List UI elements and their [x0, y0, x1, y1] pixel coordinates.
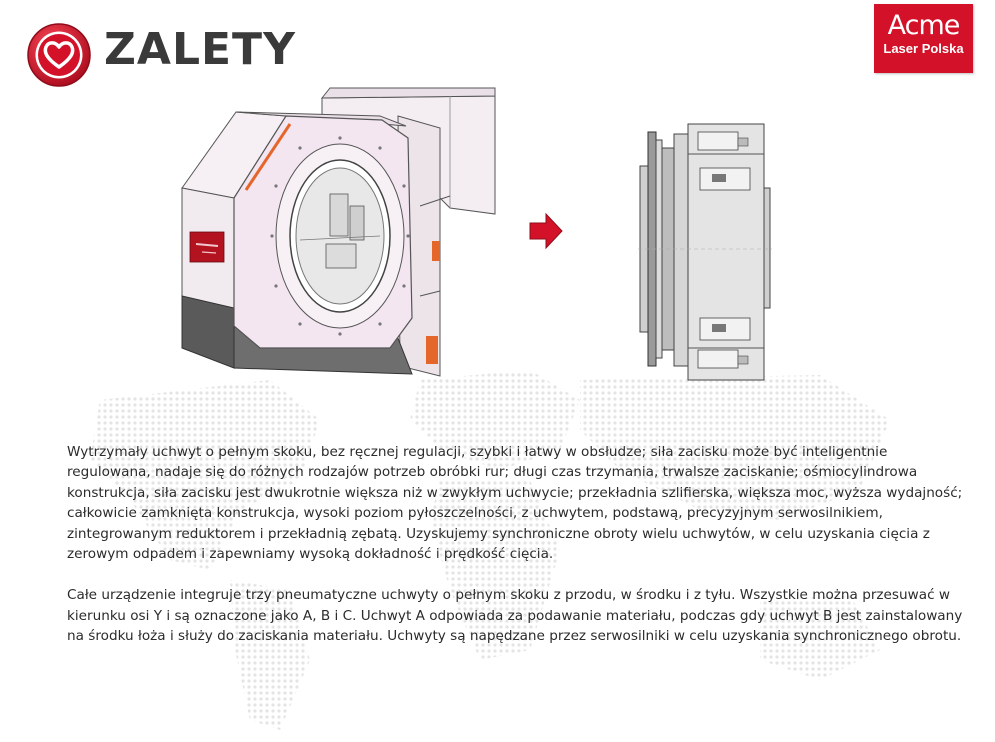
logo-subtitle: Laser Polska: [883, 41, 964, 56]
paragraph-features: Wytrzymały uchwyt o pełnym skoku, bez ręcznej regulacji, szybki i łatwy w obsłudze; siła zacisku może być inteligentnie regulowana, nadaje się do różnych rodzajów potrzeb obróbki rur; długi czas trzymania, trwalsze zaciskanie; ośmiocylindrowa konstrukcja, siła zacisku jest dwukrotnie większa niż w zwykłym uchwycie; przekładnia szlifierska, większa moc, wyższa wydajność; całkowicie zamknięta konstrukcja, wysoki poziom pyłoszczelności, z uchwytem, podstawą, precyzyjnym serwosilnikiem, zintegrowanym reduktorem i przekładnią zębatą. Uzyskujemy synchroniczne obroty wielu uchwytów, w celu uzyskania cięcia z zerowym odpadem i zapewniamy wysoką dokładność i prędkość cięcia.: [67, 444, 963, 563]
page-title: ZALETY: [104, 24, 296, 75]
chuck-housing-render: [150, 86, 500, 388]
paragraph-integration: Całe urządzenie integruje trzy pneumatyczne uchwyty o pełnym skoku z przodu, w środku i z tyłu. Wszystkie można przesuwać w kierunku osi Y i są oznaczone jako A, B i C. Uchwyt A odpowiada za podawanie materiału, podczas gdy uchwyt B jest zainstalowany na środku łoża i służy do zaciskania materiału. Uchwyty są napędzane przez serwosilniki w celu uzyskania synchronicznego obrotu.: [67, 587, 963, 645]
chuck-side-view-render: [630, 118, 780, 382]
arrow-right-icon: [528, 212, 564, 250]
heart-icon: [26, 22, 92, 88]
brand-logo: [874, 4, 973, 73]
logo-brand-text: Acme: [887, 10, 960, 41]
description-text: [67, 442, 972, 647]
